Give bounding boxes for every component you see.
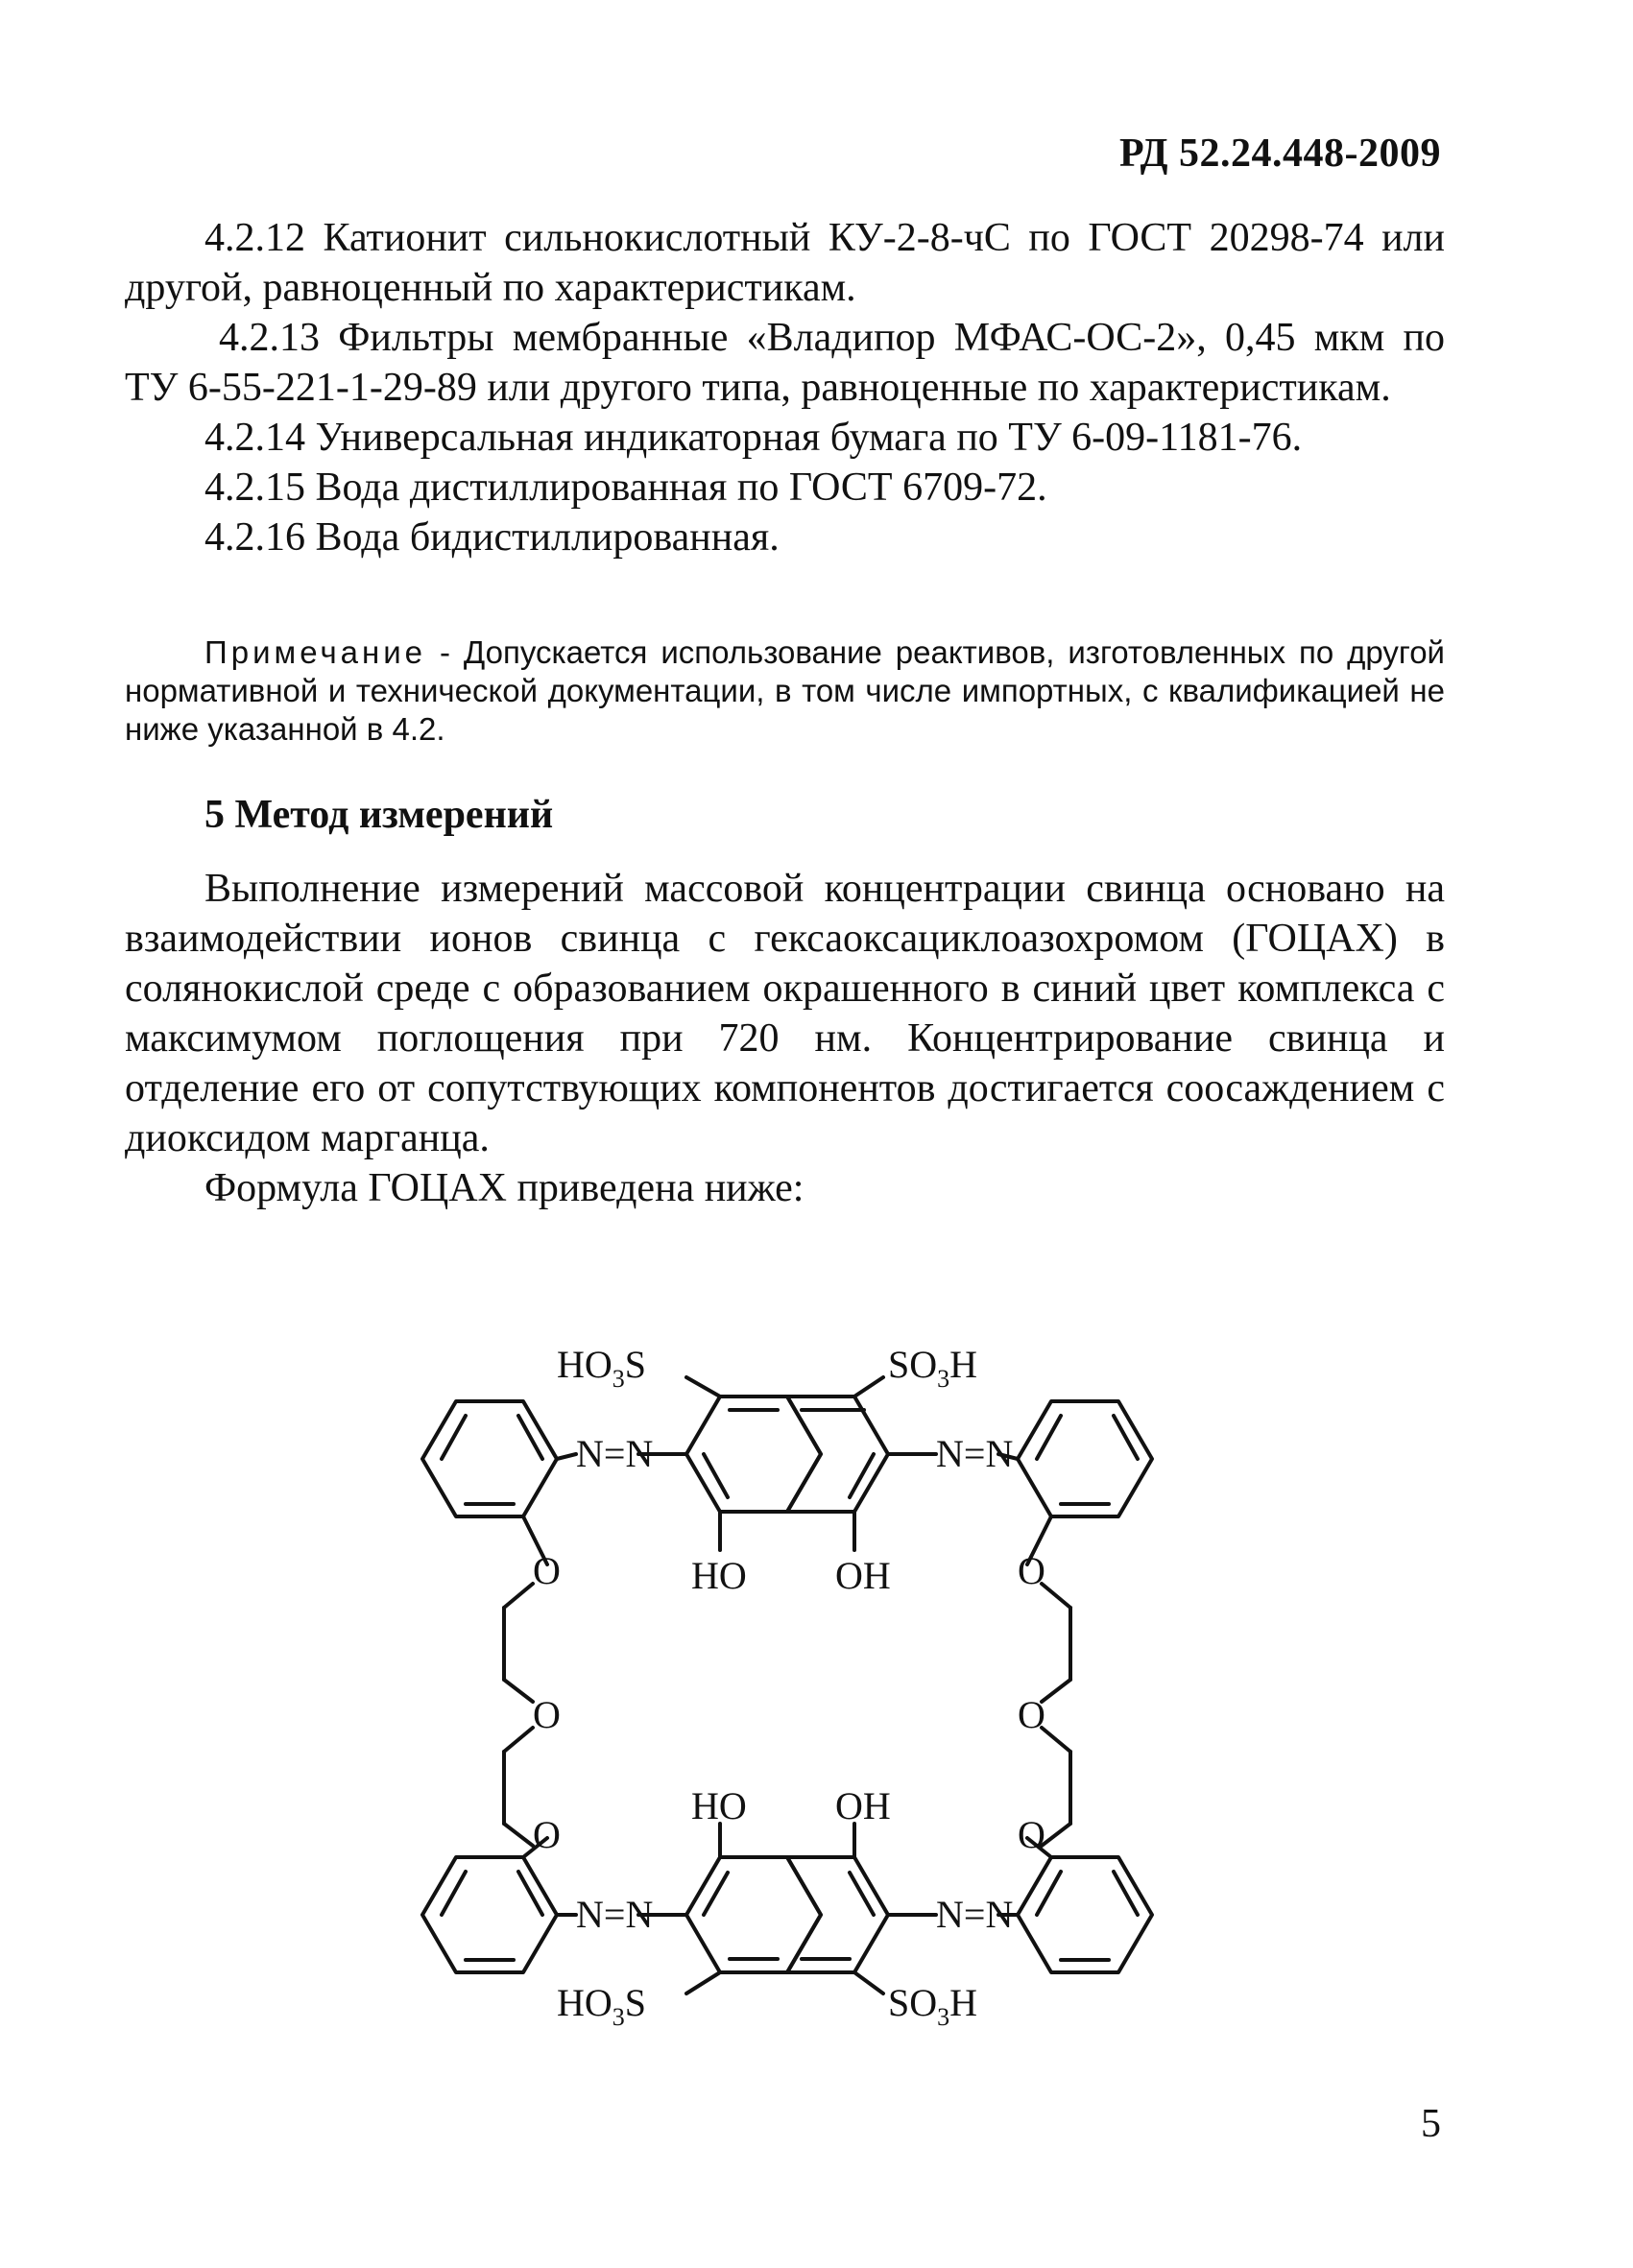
ho-label-top: HO bbox=[691, 1554, 747, 1597]
so3h-label-top: $SO_3H$ bbox=[888, 1343, 978, 1393]
note bbox=[125, 633, 1445, 749]
o-label: O bbox=[1018, 1549, 1045, 1592]
oh-label-bottom: OH bbox=[835, 1784, 891, 1827]
section-body bbox=[125, 864, 1445, 1213]
hocah-structure-formula bbox=[398, 1301, 1262, 2068]
reagents-list bbox=[125, 213, 1445, 562]
formula-intro: Формула ГОЦАХ приведена ниже: bbox=[204, 1166, 804, 1210]
document-code: РД 52.24.448-2009 bbox=[1118, 131, 1441, 176]
note-label: Примечание bbox=[204, 634, 427, 670]
list-item: 4.2.16 Вода бидистиллированная. bbox=[204, 515, 780, 560]
list-item: 4.2.15 Вода дистиллированная по ГОСТ 6709-72. bbox=[204, 466, 1047, 510]
o-label: O bbox=[533, 1693, 561, 1736]
ho3s-label-bottom: $HO_3S$ bbox=[557, 1981, 647, 2031]
azo-label-bottom-left: N=N bbox=[576, 1893, 654, 1936]
list-item: 4.2.12 Катионит сильнокислотный КУ-2-8-чС по ГОСТ 20298-74 или другой, равноценный по характеристикам. bbox=[125, 216, 1445, 310]
section-title: 5 Метод измерений bbox=[204, 793, 554, 837]
azo-label-top-right: N=N bbox=[936, 1432, 1014, 1475]
azo-label-bottom-right: N=N bbox=[936, 1893, 1014, 1936]
ho-label-bottom: HO bbox=[691, 1784, 747, 1827]
note-text: - Допускается использование реактивов, изготовленных по другой нормативной и технической документации, в том числе импортных, с квалификацией не ниже указанной в 4.2. bbox=[125, 634, 1445, 747]
list-item: 4.2.14 Универсальная индикаторная бумага по ТУ 6-09-1181-76. bbox=[204, 416, 1303, 460]
so3h-label-bottom: $SO_3H$ bbox=[888, 1981, 978, 2031]
list-item: 4.2.13 Фильтры мембранные «Владипор МФАС-ОС-2», 0,45 мкм по ТУ 6-55-221-1-29-89 или другого типа, равноценные по характеристикам. bbox=[125, 316, 1445, 410]
ho3s-label-top: $HO_3S$ bbox=[557, 1343, 647, 1393]
o-label: O bbox=[533, 1813, 561, 1856]
o-label: O bbox=[533, 1549, 561, 1592]
azo-label-top-left: N=N bbox=[576, 1432, 654, 1475]
oh-label-top: OH bbox=[835, 1554, 891, 1597]
o-label: O bbox=[1018, 1813, 1045, 1856]
page-number: 5 bbox=[1421, 2102, 1441, 2146]
o-label: O bbox=[1018, 1693, 1045, 1736]
method-paragraph: Выполнение измерений массовой концентрации свинца основано на взаимодействии ионов свинца с гексаоксациклоазохромом (ГОЦАХ) в солянокислой среде с образованием окрашенного в синий цвет комплекса с максимумом поглощения при 720 нм. Концентрирование свинца и отделение его от сопутствующих компонентов достигается соосаждением с диоксидом марганца. bbox=[125, 867, 1445, 1160]
